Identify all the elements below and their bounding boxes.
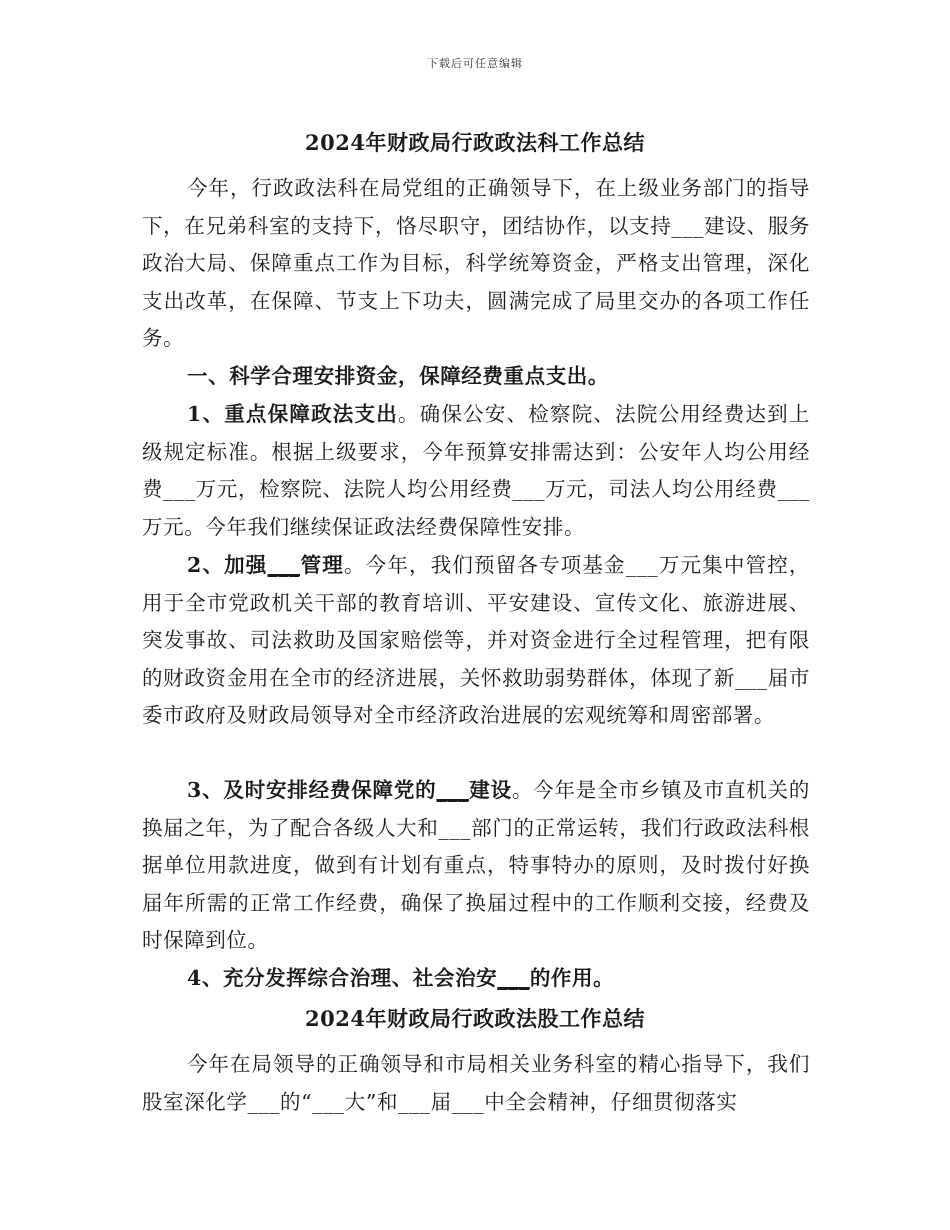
second-intro-paragraph: 今年在局领导的正确领导和市局相关业务科室的精心指导下，我们股室深化学___的“___大”和___届___中全会精神，仔细贯彻落实 — [142, 1052, 810, 1114]
item-2-paragraph — [142, 547, 810, 735]
item-3-lead: 3、及时安排经费保障党的___建设 — [187, 778, 512, 802]
item-4-heading: 4、充分发挥综合治理、社会治安___的作用。 — [187, 966, 615, 990]
item-2-body: 。今年，我们预留各专项基金___万元集中管控，用于全市党政机关干部的教育培训、平安建设、宣传文化、旅游进展、突发事故、司法救助及国家赔偿等，并对资金进行全过程管理，把有限的财政资金用在全市的经济进展，关怀救助弱势群体，体现了新___届市委市政府及财政局领导对全市经济政治进展的宏观统筹和周密部署。 — [142, 553, 810, 728]
item-1-paragraph — [142, 396, 810, 546]
download-note: 下载后可任意编辑 — [427, 57, 523, 70]
item-1-lead: 1、重点保障政法支出 — [187, 402, 398, 426]
item-1-body: 。确保公安、检察院、法院公用经费达到上级规定标准。根据上级要求，今年预算安排需达到：公安年人均公用经费___万元，检察院、法院人均公用经费___万元，司法人均公用经费___万元。今年我们继续保证政法经费保障性安排。 — [142, 402, 810, 539]
item-3-paragraph — [142, 772, 810, 960]
section-heading: 一、科学合理安排资金，保障经费重点支出。 — [187, 364, 609, 388]
document-title: 2024年财政局行政政法科工作总结 — [305, 130, 645, 155]
item-2-lead: 2、加强___管理 — [187, 553, 344, 577]
second-document-title: 2024年财政局行政政法股工作总结 — [305, 1006, 645, 1031]
item-3-body: 。今年是全市乡镇及市直机关的换届之年，为了配合各级人大和___部门的正常运转，我们行政政法科根据单位用款进度，做到有计划有重点，特事特办的原则，及时拨付好换届年所需的正常工作经费，确保了换届过程中的工作顺利交接，经费及时保障到位。 — [142, 778, 810, 953]
intro-paragraph: 今年，行政政法科在局党组的正确领导下，在上级业务部门的指导下，在兄弟科室的支持下，恪尽职守，团结协作，以支持___建设、服务政治大局、保障重点工作为目标，科学统筹资金，严格支出管理，深化支出改革，在保障、节支上下功夫，圆满完成了局里交办的各项工作任务。 — [142, 176, 810, 351]
